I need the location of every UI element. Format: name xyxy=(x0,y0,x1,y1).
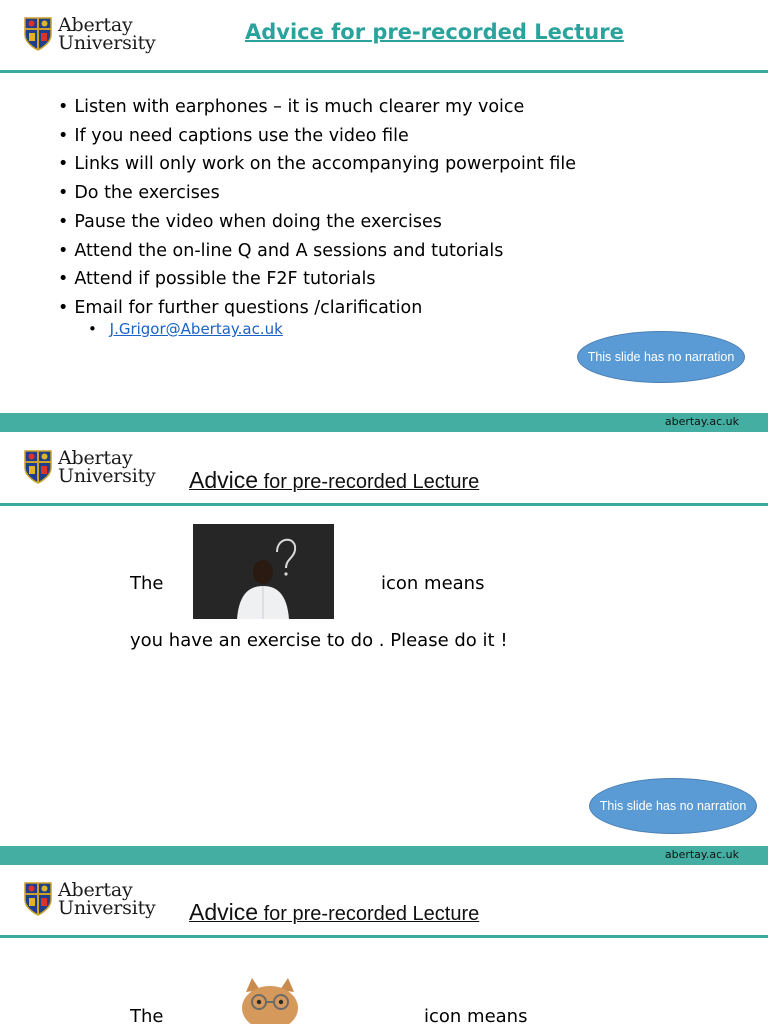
email-sub-bullet xyxy=(88,320,283,338)
bullet-item: • Pause the video when doing the exercises xyxy=(58,208,576,237)
no-narration-callout: This slide has no narration xyxy=(589,778,757,834)
logo-line-2: University xyxy=(58,897,156,919)
advice-bullet-list xyxy=(58,93,576,323)
abertay-logo xyxy=(24,449,156,485)
title-rest: for pre-recorded Lecture xyxy=(258,903,480,925)
exercise-instruction: you have an exercise to do . Please do it ! xyxy=(130,630,508,651)
logo-line-2: University xyxy=(58,32,156,54)
icon-means-label: icon means xyxy=(381,573,485,594)
title-advice: Advice xyxy=(189,467,259,493)
bullet-item: • Do the exercises xyxy=(58,179,576,208)
logo-wordmark xyxy=(58,881,156,917)
exercise-icon xyxy=(193,524,334,619)
bullet-item: • Links will only work on the accompanying powerpoint file xyxy=(58,150,576,179)
title-advice: Advice xyxy=(189,899,259,925)
slide-1-title: Advice for pre-recorded Lecture xyxy=(245,20,624,44)
university-crest-icon xyxy=(24,17,52,51)
bullet-item: • Listen with earphones – it is much clearer my voice xyxy=(58,93,576,122)
header-rule xyxy=(0,70,768,73)
slide-3-title xyxy=(189,899,479,926)
abertay-logo xyxy=(24,881,156,917)
bullet-item: • Attend the on-line Q and A sessions and tutorials xyxy=(58,237,576,266)
logo-wordmark xyxy=(58,16,156,52)
icon-means-label: icon means xyxy=(424,1006,528,1024)
slide-1 xyxy=(0,0,768,434)
slide-3 xyxy=(0,866,768,1024)
the-label: The xyxy=(130,573,164,594)
email-link[interactable]: J.Grigor@Abertay.ac.uk xyxy=(109,320,283,338)
logo-wordmark xyxy=(58,449,156,485)
abertay-logo xyxy=(24,16,156,52)
logo-line-1: Abertay xyxy=(58,14,133,36)
university-crest-icon xyxy=(24,882,52,916)
footer-band xyxy=(0,413,768,432)
header-rule xyxy=(0,503,768,506)
logo-line-1: Abertay xyxy=(58,879,133,901)
the-label: The xyxy=(130,1006,164,1024)
slide-2-title xyxy=(189,467,479,494)
reading-kitten-icon xyxy=(230,974,310,1024)
logo-line-2: University xyxy=(58,465,156,487)
footer-band xyxy=(0,846,768,865)
title-rest: for pre-recorded Lecture xyxy=(258,471,480,493)
footer-url: abertay.ac.uk xyxy=(664,848,739,861)
thinking-person-image xyxy=(193,524,334,619)
no-narration-callout: This slide has no narration xyxy=(577,331,745,383)
footer-url: abertay.ac.uk xyxy=(664,415,739,428)
bullet-item: • If you need captions use the video file xyxy=(58,122,576,151)
header-rule xyxy=(0,935,768,938)
university-crest-icon xyxy=(24,450,52,484)
slide-2 xyxy=(0,434,768,866)
bullet-item: • Attend if possible the F2F tutorials xyxy=(58,265,576,294)
bullet-item: • Email for further questions /clarification xyxy=(58,294,576,323)
logo-line-1: Abertay xyxy=(58,447,133,469)
